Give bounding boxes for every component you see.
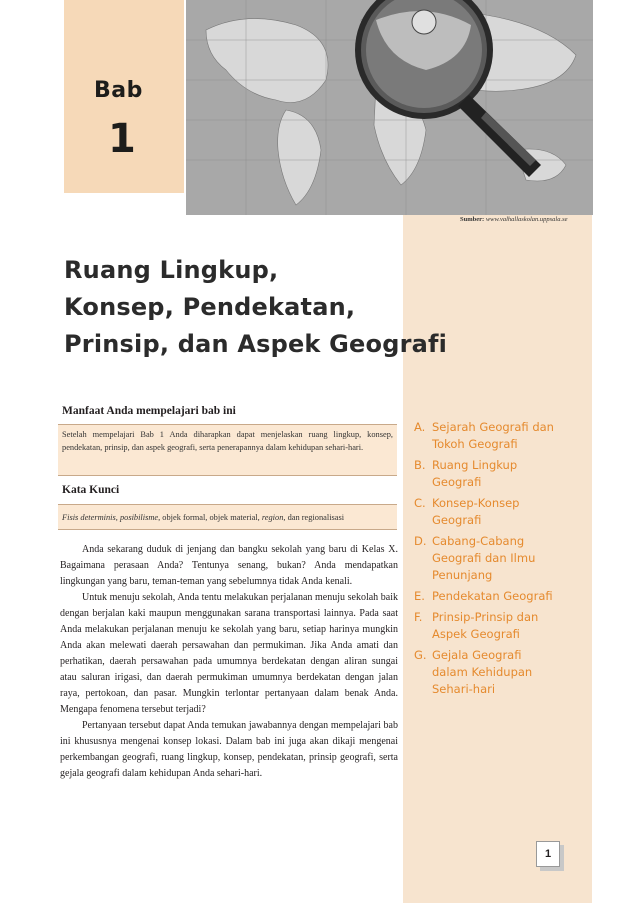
toc-item-d[interactable]	[414, 533, 582, 584]
chapter-toc	[414, 419, 582, 702]
toc-text: Cabang-Cabang Geografi dan Ilmu Penunjang	[432, 534, 536, 582]
title-line-1: Ruang Lingkup,	[64, 256, 279, 284]
keyword-separator: ,	[115, 513, 120, 522]
toc-item-e[interactable]	[414, 588, 582, 605]
benefit-box	[58, 424, 397, 476]
keyword-fisis-determinis: Fisis determinis	[62, 513, 116, 522]
toc-letter: E.	[414, 589, 425, 603]
chapter-label: Bab	[94, 78, 143, 103]
keywords-box	[58, 504, 397, 530]
body-text	[60, 542, 398, 782]
body-paragraph-3: Pertanyaan tersebut dapat Anda temukan jawabannya dengan mempelajari bab ini khususnya mengenai konsep lokasi. Dalam bab ini juga akan dikaji mengenai perkembangan geografi, ruang lingkup, konsep, pendekatan, prinsip geografi, serta gejala geografi dalam kehidupan Anda sehari-hari.	[60, 720, 398, 779]
toc-letter: F.	[414, 610, 423, 624]
toc-letter: G.	[414, 648, 427, 662]
source-url: www.valhallaskolan.uppsala.se	[485, 216, 568, 223]
toc-item-c[interactable]	[414, 495, 582, 529]
title-line-2: Konsep, Pendekatan,	[64, 293, 356, 321]
benefit-text: Setelah mempelajari Bab 1 Anda diharapkan dapat menjelaskan ruang lingkup, konsep, pendekatan, prinsip, dan aspek geografi, serta penerapannya dalam kehidupan sehari-hari.	[62, 430, 393, 452]
toc-letter: A.	[414, 420, 426, 434]
keyword-posibilisme: posibilisme	[119, 513, 159, 522]
chapter-box	[64, 0, 184, 193]
toc-text: Sejarah Geografi dan Tokoh Geografi	[432, 420, 554, 451]
toc-item-f[interactable]	[414, 609, 582, 643]
title-line-3: Prinsip, dan Aspek Geografi	[64, 330, 448, 358]
keyword-middle: , objek formal, objek material,	[158, 513, 262, 522]
toc-letter: D.	[414, 534, 427, 548]
toc-text: Gejala Geografi dalam Kehidupan Sehari-hari	[432, 648, 533, 696]
keywords-heading: Kata Kunci	[62, 484, 120, 496]
toc-item-g[interactable]	[414, 647, 582, 698]
world-map-magnifier-image	[186, 0, 593, 215]
body-paragraph-1: Anda sekarang duduk di jenjang dan bangku sekolah yang baru di Kelas X. Bagaimana perasaan Anda? Tentunya senang, bukan? Anda mendapatkan lingkungan yang baru, teman-teman yang sebelumnya tidak Anda kenali.	[60, 544, 398, 587]
toc-text: Konsep-Konsep Geografi	[432, 496, 520, 527]
toc-text: Ruang Lingkup Geografi	[432, 458, 518, 489]
page-number: 1	[536, 841, 560, 867]
chapter-title	[64, 252, 447, 363]
chapter-number: 1	[108, 116, 136, 162]
keyword-region: region	[261, 513, 284, 522]
toc-text: Pendekatan Geografi	[432, 589, 553, 603]
body-paragraph-2: Untuk menuju sekolah, Anda tentu melakukan perjalanan menuju sekolah baik dengan berjalan kaki maupun menggunakan sarana transportasi lainnya. Pada saat Anda melakukan perjalanan menuju ke sekolah yang baru, setiap harinya mungkin Anda akan melewati daerah persawahan dan permukiman. Jika Anda amati dan perhatikan, daerah persawahan pada umumnya berdekatan dengan aliran sungai atau saluran irigasi, dan daerah permukiman umumnya berdekatan dengan jalan raya, pertokoan, dan pasar. Mungkin terlontar pertanyaan dalam benak Anda. Mengapa fenomena tersebut terjadi?	[60, 592, 398, 715]
benefit-heading: Manfaat Anda mempelajari bab ini	[62, 405, 236, 417]
toc-text: Prinsip-Prinsip dan Aspek Geografi	[432, 610, 539, 641]
toc-letter: C.	[414, 496, 426, 510]
source-prefix: Sumber:	[460, 216, 485, 223]
toc-letter: B.	[414, 458, 426, 472]
toc-item-b[interactable]	[414, 457, 582, 491]
toc-item-a[interactable]	[414, 419, 582, 453]
keyword-end: , dan regionalisasi	[283, 513, 345, 522]
image-source	[460, 216, 568, 223]
